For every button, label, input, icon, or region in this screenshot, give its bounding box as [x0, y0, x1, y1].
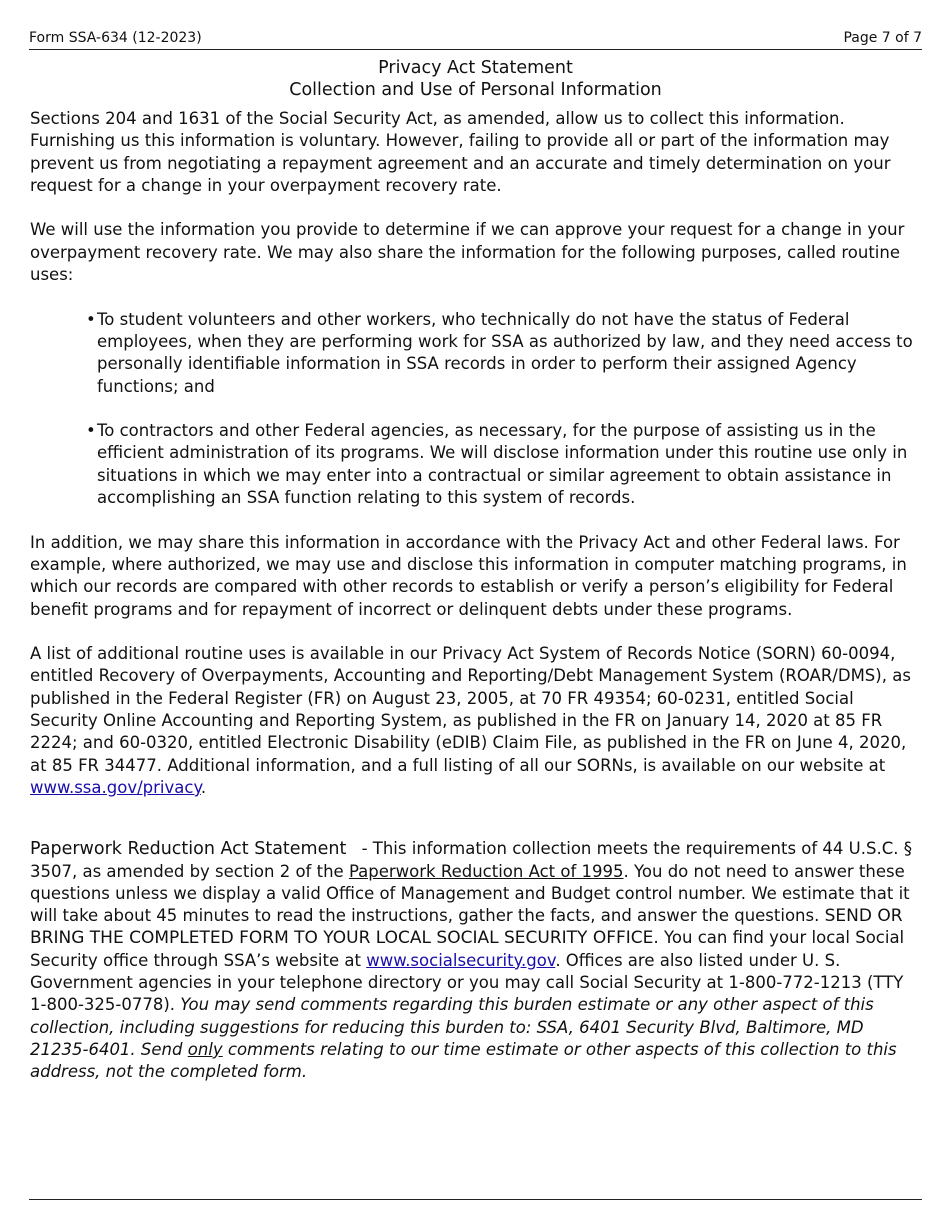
page-header: [29, 30, 922, 50]
paperwork-text-1: - This information collection meets the requirements of 44 U.S.C. § 3507, as amended by section 2 of the: [30, 839, 912, 881]
privacy-act-heading: [29, 57, 922, 101]
paperwork-act-name: Paperwork Reduction Act of 1995: [348, 861, 624, 881]
sorn-end: .: [200, 777, 207, 797]
paperwork-text-2: . You do not need to answer these questions unless we display a valid Office of Management and Budget control number. We estimate that it will take about 45 minutes to read the instructions, gather the facts, and answer the questions.: [30, 861, 910, 926]
routine-uses-list: [30, 309, 922, 510]
paperwork-text-3: You can find your local Social Security office through SSA’s website at: [30, 928, 905, 970]
privacy-link[interactable]: www.ssa.gov/privacy: [30, 777, 201, 797]
paperwork-title: Paperwork Reduction Act Statement: [30, 839, 347, 860]
form-id: Form SSA-634 (12-2023): [29, 30, 202, 46]
sorn-text: A list of additional routine uses is available in our Privacy Act System of Records Notice (SORN) 60-0094, entitled Recovery of Overpayments, Accounting and Reporting/Debt Management System (ROAR/DMS), as published in the Federal Register (FR) on August 23, 2005, at 70 FR 49354; 60-0231, entitled Social Security Online Accounting and Reporting System, as published in the FR on January 14, 2020 at 85 FR 2224; and 60-0320, entitled Electronic Disability (eDIB) Claim File, as published in the FR on June 4, 2020, at 85 FR 34477. Additional information, and a full listing of all our SORNs, is available on our website at: [30, 644, 911, 775]
privacy-paragraph-uses: We will use the information you provide to determine if we can approve your request for a change in your overpayment recovery rate. We may also share the information for the following purposes, called routine uses:: [30, 220, 905, 285]
privacy-act-title: Privacy Act Statement: [378, 58, 573, 78]
privacy-paragraph-sorn: [30, 643, 922, 799]
paperwork-only: only: [187, 1039, 223, 1059]
paperwork-text-4: . Offices are also listed under U. S. Government agencies in your telephone directory or you may call Social Security at 1-800-772-1213 (TTY 1-800-325-0778).: [30, 950, 904, 1015]
document-body: [30, 108, 922, 1083]
footer-divider: [29, 1199, 922, 1200]
paperwork-comments-2: comments relating to our time estimate or other aspects of this collection to this address, not the completed form.: [30, 1039, 897, 1082]
privacy-act-subtitle: Collection and Use of Personal Information: [289, 80, 662, 100]
page-number: Page 7 of 7: [843, 30, 922, 46]
paperwork-comments-1: You may send comments regarding this burden estimate or any other aspect of this collection, including suggestions for reducing this burden to: SSA, 6401 Security Blvd, Baltimore, MD 21235-6401. Send: [30, 995, 874, 1059]
list-item: • To contractors and other Federal agencies, as necessary, for the purpose of assisting us in the efficient administration of its programs. We will disclose information under this routine use only in situations in which we may enter into a contractual or similar agreement to obtain assistance in accomplishing an SSA function relating to this system of records.: [86, 420, 922, 509]
paperwork-send-instruction: SEND OR BRING THE COMPLETED FORM TO YOUR LOCAL SOCIAL SECURITY OFFICE.: [30, 906, 903, 949]
privacy-paragraph-sharing: In addition, we may share this information in accordance with the Privacy Act and other Federal laws. For example, where authorized, we may use and disclose this information in computer matching programs, in which our records are compared with other records to establish or verify a person’s eligibility for Federal benefit programs and for repayment of incorrect or delinquent debts under these programs.: [30, 532, 907, 619]
privacy-paragraph-authority: Sections 204 and 1631 of the Social Security Act, as amended, allow us to collect this information. Furnishing us this information is voluntary. However, failing to provide all or part of the information may prevent us from negotiating a repayment agreement and an accurate and timely determination on your request for a change in your overpayment recovery rate.: [30, 109, 891, 195]
list-item: • To student volunteers and other workers, who technically do not have the status of Federal employees, when they are performing work for SSA as authorized by law, and they need access to personally identifiable information in SSA records in order to perform their assigned Agency functions; and: [86, 309, 922, 398]
socialsecurity-link[interactable]: www.socialsecurity.gov: [366, 950, 556, 970]
paperwork-reduction-paragraph: [30, 838, 922, 1083]
